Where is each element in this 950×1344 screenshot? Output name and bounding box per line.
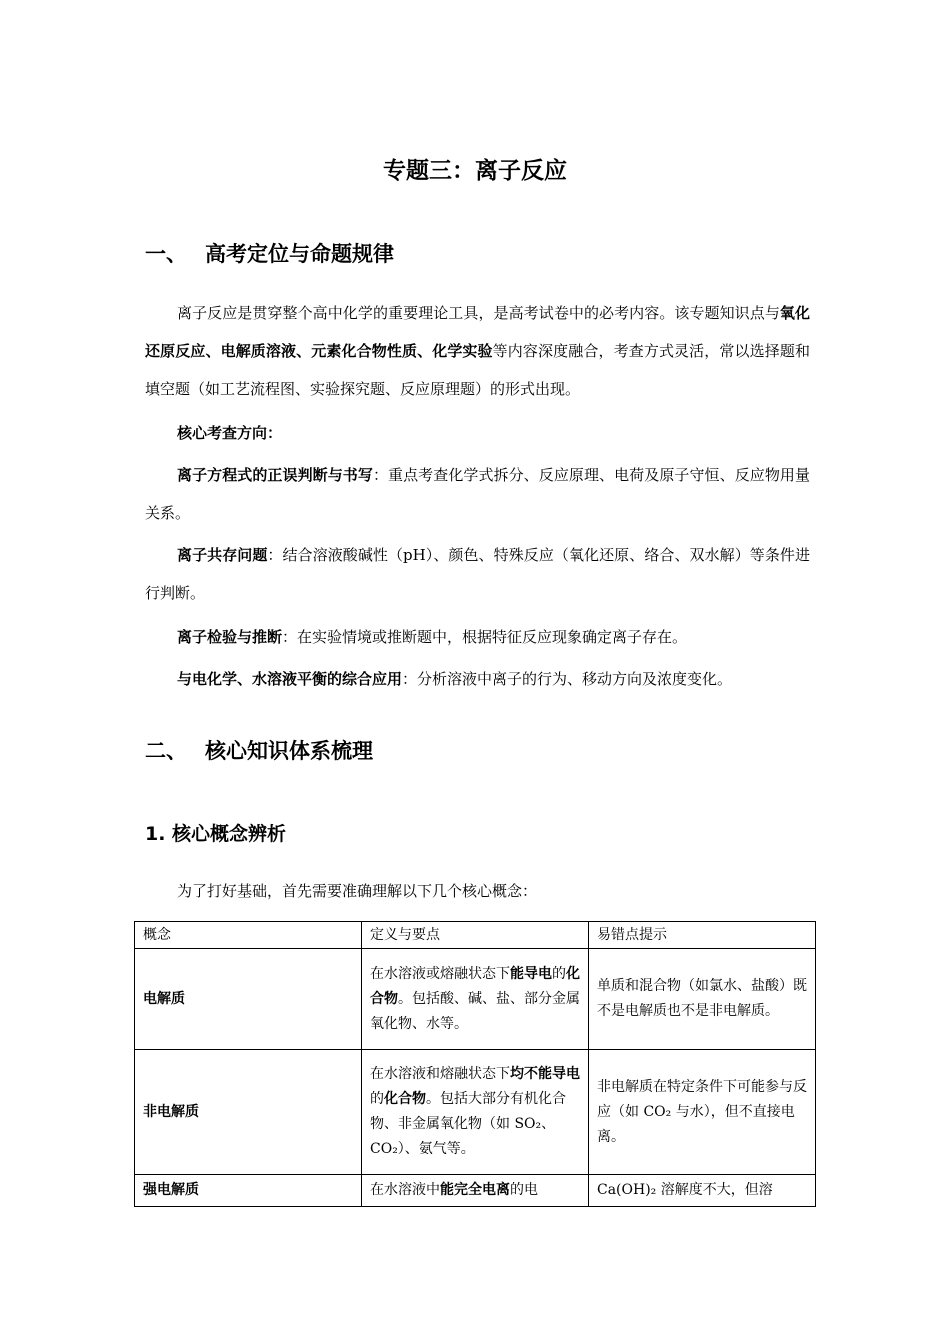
concept-term: 非电解质 [135, 1050, 362, 1175]
direction-label: 离子检验与推断 [177, 628, 283, 646]
concept-term: 电解质 [135, 949, 362, 1050]
core-label-paragraph [145, 414, 810, 452]
section-number: 二、 [145, 739, 187, 763]
document-title: 专题三：离子反应 [383, 158, 567, 184]
subsection-heading: 1. 核心概念辨析 [145, 823, 287, 845]
concept-tip: 非电解质在特定条件下可能参与反应（如 CO₂ 与水），但不直接电离。 [589, 1050, 816, 1175]
intro-paragraph [145, 294, 810, 408]
table-row [135, 949, 816, 1050]
table-header-cell: 易错点提示 [589, 922, 816, 949]
concept-definition: 在水溶液或熔融状态下能导电的化合物。包括酸、碱、盐、部分金属氧化物、水等。 [362, 949, 589, 1050]
section-number: 一、 [145, 242, 187, 266]
direction-item [145, 456, 810, 532]
direction-text: ：分析溶液中离子的行为、移动方向及浓度变化。 [402, 670, 733, 688]
table-row [135, 1175, 816, 1207]
direction-text: ：在实验情境或推断题中，根据特征反应现象确定离子存在。 [282, 628, 688, 646]
concept-table [134, 921, 816, 1207]
direction-text: ：重点考查化学式拆分、反应原理、电荷及原子守恒、反应物用量关系。 [145, 466, 810, 522]
table-header-cell: 定义与要点 [362, 922, 589, 949]
concept-term: 强电解质 [135, 1175, 362, 1207]
direction-label: 离子共存问题 [177, 546, 268, 564]
intro-text: 等内容深度融合，考查方式灵活，常以选择题和填空题（如工艺流程图、实验探究题、反应原理题）的形式出现。 [145, 342, 810, 398]
subsection-intro: 为了打好基础，首先需要准确理解以下几个核心概念： [177, 882, 538, 900]
table-row [135, 1050, 816, 1175]
direction-item [145, 536, 810, 612]
table-header-cell: 概念 [135, 922, 362, 949]
concept-tip: 单质和混合物（如氯水、盐酸）既不是电解质也不是非电解质。 [589, 949, 816, 1050]
concept-definition: 在水溶液和熔融状态下均不能导电的化合物。包括大部分有机化合物、非金属氧化物（如 SO₂、CO₂）、氨气等。 [362, 1050, 589, 1175]
section-title: 高考定位与命题规律 [205, 242, 394, 266]
direction-label: 与电化学、水溶液平衡的综合应用 [177, 670, 403, 688]
section-title: 核心知识体系梳理 [205, 739, 373, 763]
direction-item [145, 660, 810, 698]
direction-text: ：结合溶液酸碱性（pH）、颜色、特殊反应（氧化还原、络合、双水解）等条件进行判断。 [145, 546, 810, 602]
table-header-row [135, 922, 816, 949]
direction-item [145, 618, 810, 656]
core-label: 核心考查方向： [177, 424, 283, 442]
section-heading-1 [145, 238, 394, 268]
concept-definition: 在水溶液中能完全电离的电 [362, 1175, 589, 1207]
intro-emphasis: 氧化还原反应、电解质溶液、元素化合物性质、化学实验 [145, 304, 810, 360]
section-heading-2 [145, 735, 373, 765]
concept-tip: Ca(OH)₂ 溶解度不大，但溶 [589, 1175, 816, 1207]
direction-label: 离子方程式的正误判断与书写 [177, 466, 373, 484]
intro-text: 离子反应是贯穿整个高中化学的重要理论工具，是高考试卷中的必考内容。该专题知识点与 [177, 304, 780, 322]
